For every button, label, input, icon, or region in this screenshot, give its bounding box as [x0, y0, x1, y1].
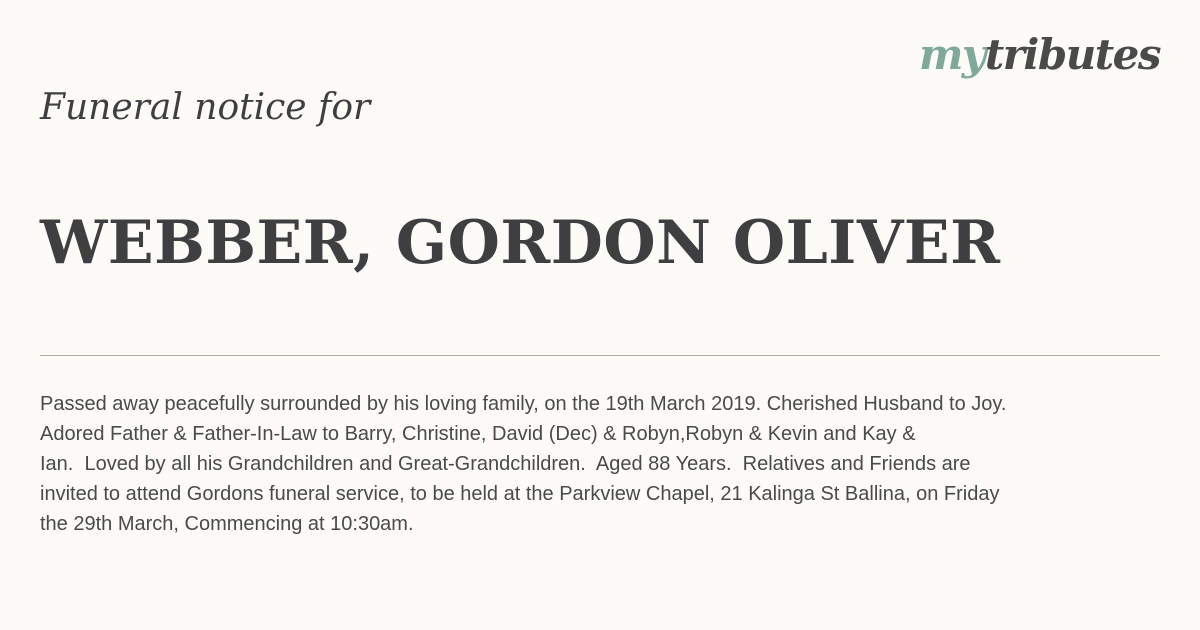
logo-tributes-text: tributes	[984, 30, 1160, 79]
notice-body-line: invited to attend Gordons funeral service, to be held at the Parkview Chapel, 21 Kalinga St Ballina, on Friday	[40, 483, 1000, 505]
mytributes-logo[interactable]	[918, 30, 1160, 79]
notice-body	[40, 389, 1130, 539]
deceased-name: WEBBER, GORDON OLIVER	[40, 208, 1001, 278]
divider	[40, 355, 1160, 356]
notice-body-line: the 29th March, Commencing at 10:30am.	[40, 513, 414, 535]
notice-body-line: Adored Father & Father-In-Law to Barry, Christine, David (Dec) & Robyn,Robyn & Kevin and Kay &	[40, 423, 916, 445]
logo-my-text: my	[918, 30, 985, 79]
notice-body-line: Passed away peacefully surrounded by his loving family, on the 19th March 2019. Cherished Husband to Joy.	[40, 393, 1007, 415]
notice-body-line: Ian. Loved by all his Grandchildren and Great-Grandchildren. Aged 88 Years. Relatives and Friends are	[40, 453, 971, 475]
notice-type-label: Funeral notice for	[40, 87, 371, 128]
